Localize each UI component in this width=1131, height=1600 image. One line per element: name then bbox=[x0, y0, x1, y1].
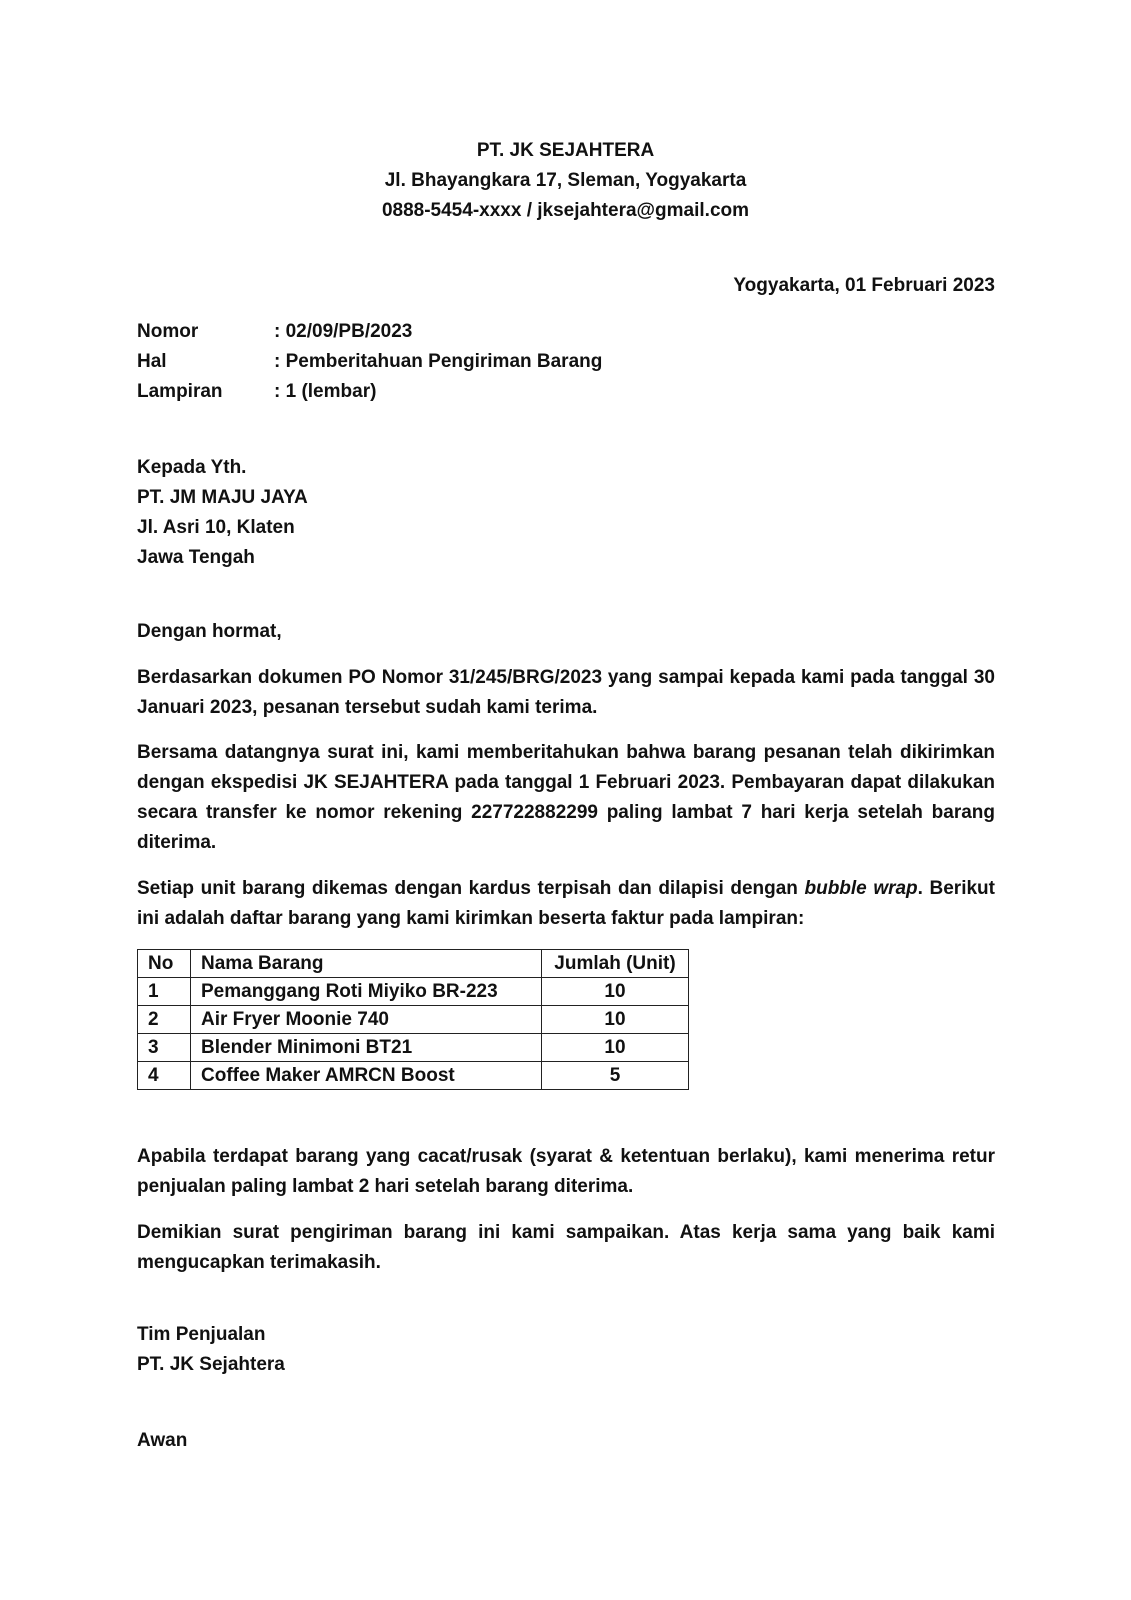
meta-row-hal bbox=[137, 347, 602, 377]
meta-row-nomor bbox=[137, 317, 602, 347]
table-row bbox=[138, 1034, 689, 1062]
paragraph-po-reference: Berdasarkan dokumen PO Nomor 31/245/BRG/2023 yang sampai kepada kami pada tanggal 30 Januari 2023, pesanan tersebut sudah kami terima. bbox=[137, 667, 995, 718]
signature-block bbox=[137, 1320, 285, 1380]
cell-qty: 5 bbox=[542, 1062, 689, 1090]
recipient-salutation: Kepada Yth. bbox=[137, 457, 247, 478]
greeting: Dengan hormat, bbox=[137, 621, 282, 642]
letterhead bbox=[0, 136, 1131, 226]
letterhead-contact: 0888-5454-xxxx / jksejahtera@gmail.com bbox=[381, 200, 750, 221]
header-no: No bbox=[138, 950, 191, 978]
cell-name: Pemanggang Roti Miyiko BR-223 bbox=[191, 978, 542, 1006]
header-name: Nama Barang bbox=[191, 950, 542, 978]
packaging-text-italic: bubble wrap bbox=[804, 878, 918, 899]
packaging-text-after: . Berikut ini adalah daftar barang yang kami kirimkan beserta faktur pada lampiran: bbox=[137, 878, 995, 929]
meta-label: Lampiran bbox=[137, 381, 223, 402]
meta-value: : Pemberitahuan Pengiriman Barang bbox=[274, 351, 603, 372]
recipient-company: PT. JM MAJU JAYA bbox=[137, 487, 308, 508]
cell-no: 4 bbox=[138, 1062, 191, 1090]
cell-name: Coffee Maker AMRCN Boost bbox=[191, 1062, 542, 1090]
closing-company: PT. JK Sejahtera bbox=[137, 1354, 285, 1375]
letterhead-address: Jl. Bhayangkara 17, Sleman, Yogyakarta bbox=[384, 170, 747, 191]
paragraph-packaging bbox=[137, 874, 995, 934]
place-date: Yogyakarta, 01 Februari 2023 bbox=[733, 275, 995, 296]
cell-qty: 10 bbox=[542, 978, 689, 1006]
meta-label: Hal bbox=[137, 351, 167, 372]
cell-no: 2 bbox=[138, 1006, 191, 1034]
recipient-province: Jawa Tengah bbox=[137, 547, 255, 568]
packaging-text-before: Setiap unit barang dikemas dengan kardus terpisah dan dilapisi dengan bbox=[137, 878, 805, 899]
cell-qty: 10 bbox=[542, 1006, 689, 1034]
recipient-street: Jl. Asri 10, Klaten bbox=[137, 517, 295, 538]
paragraph-returns: Apabila terdapat barang yang cacat/rusak (syarat & ketentuan berlaku), kami menerima retur penjualan paling lambat 2 hari setelah barang diterima. bbox=[137, 1146, 995, 1197]
cell-name: Blender Minimoni BT21 bbox=[191, 1034, 542, 1062]
paragraph-closing: Demikian surat pengiriman barang ini kami sampaikan. Atas kerja sama yang baik kami mengucapkan terimakasih. bbox=[137, 1222, 995, 1273]
signer-name: Awan bbox=[137, 1430, 188, 1451]
cell-qty: 10 bbox=[542, 1034, 689, 1062]
table-row bbox=[138, 1006, 689, 1034]
table-row bbox=[138, 1062, 689, 1090]
goods-table bbox=[137, 949, 689, 1090]
meta-value: : 1 (lembar) bbox=[274, 381, 377, 402]
closing-team: Tim Penjualan bbox=[137, 1324, 266, 1345]
header-qty: Jumlah (Unit) bbox=[542, 950, 689, 978]
meta-row-lampiran bbox=[137, 377, 602, 407]
table-row bbox=[138, 978, 689, 1006]
recipient-block bbox=[137, 453, 308, 573]
letterhead-company: PT. JK SEJAHTERA bbox=[476, 140, 655, 161]
cell-no: 1 bbox=[138, 978, 191, 1006]
paragraph-shipment-payment: Bersama datangnya surat ini, kami memberitahukan bahwa barang pesanan telah dikirimkan dengan ekspedisi JK SEJAHTERA pada tanggal 1 Februari 2023. Pembayaran dapat dilakukan secara transfer ke nomor rekening 227722882299 paling lambat 7 hari kerja setelah barang diterima. bbox=[137, 742, 995, 853]
table-header-row bbox=[138, 950, 689, 978]
letter-meta bbox=[137, 317, 602, 407]
meta-value: : 02/09/PB/2023 bbox=[274, 321, 413, 342]
meta-label: Nomor bbox=[137, 321, 199, 342]
cell-name: Air Fryer Moonie 740 bbox=[191, 1006, 542, 1034]
cell-no: 3 bbox=[138, 1034, 191, 1062]
